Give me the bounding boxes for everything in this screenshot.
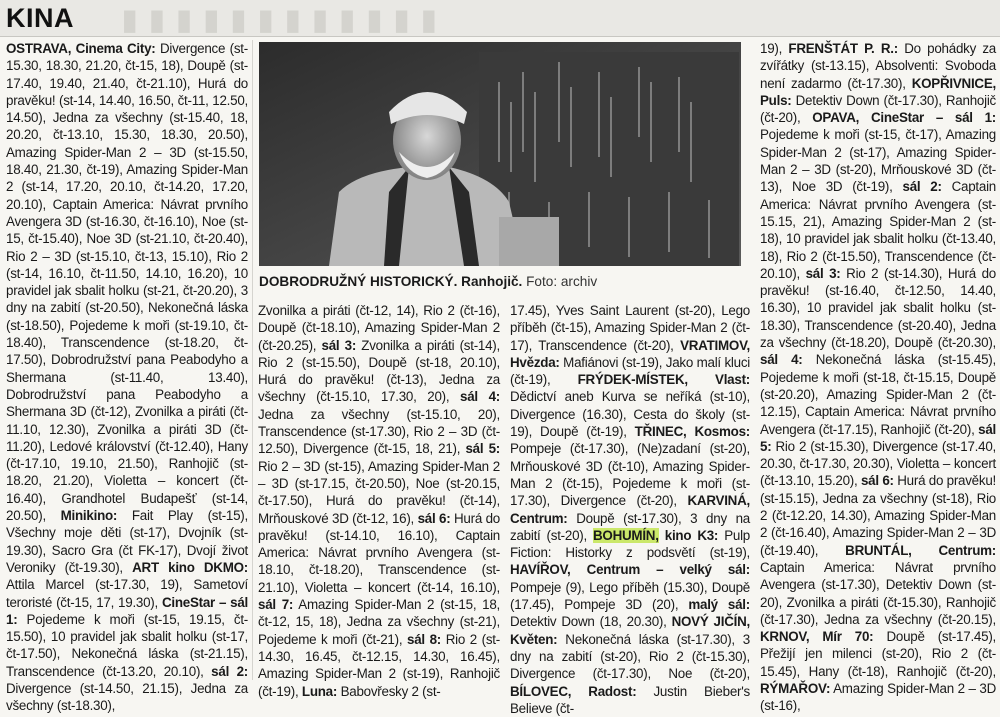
listing-text: Rio 2 (st-15.30), Divergence (st-17.40, 20.30, čt-17.30, 20.30), Violetta – koncert (čt-13.10, 15.20), <box>760 438 996 489</box>
venue-heading: HAVÍŘOV, Centrum – velký sál: <box>510 562 750 578</box>
listing-text: Nekonečná láska (st-15.45), Pojedeme k moři (st-18, čt-15.15, Doupě (st-20.20), Amazing Spider-Man 2 (čt-12.15), Captain America: Návrat prvního Avengera (čt-17.15), Ranhojič (čt-20), <box>760 352 996 437</box>
listing-text: Hurá do pravěku! (st-14.10, 16.10), Captain America: Návrat prvního Avengera (st-18.10, čt-18.20), Transcendence (st-21.10), Violetta – koncert (čt-14, 16.10), <box>258 510 500 595</box>
listing-text: Rio 2 – 3D (st-15), Amazing Spider-Man 2 – 3D (st-17.15, čt-20.50), Noe (st-20.15, čt-17.50), Hurá do pravěku! (čt-14), Mrňouskové 3D (čt-12, 16), <box>258 458 500 526</box>
venue-heading: kino K3: <box>658 527 719 543</box>
listing-text: Dědictví aneb Kurva se neříká (st-10), Divergence (16.30), Cesta do školy (st-19), Doupě (čt-19), <box>510 389 750 440</box>
venue-heading: sál 4: <box>760 352 803 368</box>
venue-heading: sál 5: <box>465 441 500 457</box>
listing-text: Doupě (st-17.45), Přežijí jen milenci (st-20), Rio 2 (čt-15.45), Hany (čt-18), Ranhojič (čt-20), <box>760 629 996 679</box>
venue-heading: sál 4: <box>460 389 500 405</box>
listing-text: Amazing Spider-Man 2 (st-15, 18, čt-12, 15, 18), Jedna za všechny (st-21), Pojedeme k moři (čt-21), <box>258 597 501 647</box>
column-divider <box>252 40 253 680</box>
venue-heading: VRATIMOV, Hvězda: <box>510 337 750 370</box>
venue-heading: sál 2: <box>902 179 942 195</box>
listing-text: Rio 2 (st-14.30, 16.45, čt-12.15, 14.30, 16.45), Amazing Spider-Man 2 (st-19), Ranhojič (čt-19), <box>258 631 500 699</box>
masthead-decoration: ▮ ▮ ▮ ▮ ▮ ▮ ▮ ▮ ▮ ▮ ▮ ▮ <box>122 4 439 35</box>
listing-text: Nekonečná láska (st-17.30), 3 dny na zabití (st-20), Rio 2 (čt-15.30), Divergence (čt-17.30), Noe (čt-20), <box>510 631 750 682</box>
venue-heading: FRENŠTÁT P. R.: <box>788 41 898 56</box>
listing-text: Zvonilka a piráti (čt-12, 14), Rio 2 (čt-16), Doupě (čt-18.10), Amazing Spider-Man 2 (čt-20.25), <box>258 303 500 353</box>
venue-heading: CineStar – sál 1: <box>6 594 248 627</box>
venue-heading: Luna: <box>301 683 338 699</box>
listing-text: Captain America: Návrat prvního Avengera (st-15.15, 21), Amazing Spider-Man 2 (st-18), 10 pravidel jak sbalit holku (čt-13.40, 18), Rio 2 (čt-15.50), Transcendence (čt-20.10), <box>760 179 996 281</box>
listing-text: Babovřesky 2 (st- <box>337 683 441 699</box>
listing-text: Captain America: Návrat prvního Avengera (st-17.30), Detektiv Down (st-20), Zvonilka a piráti (čt-15.30), Ranhojič (čt-17.30), Jedna za všechny (čt-20.15), <box>760 559 996 627</box>
venue-heading: KRNOV, Mír 70: <box>760 629 874 645</box>
listing-text: Attila Marcel (st-17.30, 19), Sametoví teroristé (čt-15, 17, 19.30), <box>6 577 248 610</box>
photo-caption <box>259 273 741 290</box>
venue-heading: sál 3: <box>805 265 841 281</box>
venue-heading: sál 6: <box>860 473 894 489</box>
venue-heading: Minikino: <box>60 508 118 524</box>
news-photo <box>259 42 741 266</box>
listing-text: Do pohádky za zvířátky (st-13.15), Absolventi: Svoboda není zadarmo (čt-17.30), <box>760 41 996 91</box>
listing-text: Zvonilka a piráti (st-14), Rio 2 (st-15.50), Doupě (st-18, 20.10), Hurá do pravěku! (čt-13), Jedna za všechny (čt-15.10, 17.30, 20), <box>258 337 500 405</box>
venue-heading: sál 5: <box>760 421 996 454</box>
venue-heading: KOPŘIVNICE, Puls: <box>760 75 996 108</box>
listing-text: Hurá do pravěku! (st-15.15), Jedna za všechny (st-18), Rio 2 (čt-12.20, 14.30), Amazing Spider-Man 2 (čt-16.40), Amazing Spider-Man 2 – 3D (čt-19.40), <box>760 473 996 558</box>
listing-text: Pompeje (čt-17.30), (Ne)zadaní (st-20), Mrňouskové 3D (čt-10), Amazing Spider-Man 2 (čt-15), Pojedeme k moři (st-17.30), Divergence (čt-20), <box>510 441 750 509</box>
listing-text: Jedna za všechny (st-15.10, 20), Transcendence (st-17.30), Rio 2 – 3D (čt-12.50), Divergence (čt-15, 18, 21), <box>258 406 500 457</box>
section-title: KINA <box>6 3 74 33</box>
venue-heading: sál 3: <box>321 337 357 353</box>
venue-heading: sál 8: <box>407 631 441 647</box>
listing-text: Detektiv Down (18, 20.30), <box>510 614 672 630</box>
photo-credit: Foto: archiv <box>522 274 598 289</box>
listing-text: Doupě (st-17.30), 3 dny na zabití (st-20), <box>510 510 750 543</box>
listing-text: Fait Play (st-15), Všechny moje děti (st-17), Dvojník (st-19.30), Sacro Gra (čt FK-17), Dvojí život Veroniky (čt-19.30), <box>6 508 248 575</box>
listing-text: 17.45), Yves Saint Laurent (st-20), Lego příběh (čt-15), Amazing Spider-Man 2 (čt-17), Transcendence (čt-20), <box>510 303 750 353</box>
caption-headline: DOBRODRUŽNÝ HISTORICKÝ. Ranhojič. <box>259 274 523 289</box>
venue-heading: OSTRAVA, Cinema City: <box>6 41 156 56</box>
listing-text: Rio 2 (st-14.30), Hurá do pravěku! (st-16.40, čt-12.50, 14.40, 16.30), 10 pravidel jak sbalit holku (st-18.30), Transcendence (st-20.40), Jedna za všechny (čt-18.20), Doupě (čt-20.30), <box>760 265 996 351</box>
listing-text: Divergence (st-14.50, 21.15), Jedna za všechny (st-18.30), <box>6 680 248 714</box>
venue-heading: BRUNTÁL, Centrum: <box>845 542 996 558</box>
listing-text: Justin Bieber's Believe (čt- <box>510 683 750 716</box>
photo-image <box>259 42 741 266</box>
venue-heading: sál 6: <box>417 510 451 526</box>
listing-column-1 <box>6 40 248 715</box>
venue-heading: KARVINÁ, Centrum: <box>510 493 750 526</box>
highlighted-venue: BOHUMÍN, <box>593 527 659 543</box>
venue-heading: sál 2: <box>211 663 248 679</box>
venue-heading: FRÝDEK-MÍSTEK, Vlast: <box>577 372 750 388</box>
listing-text: Mafiánovi (st-19), Jako malí kluci (čt-19), <box>510 354 750 388</box>
listing-text: Pulp Fiction: Historky z podsvětí (st-19), <box>510 527 750 561</box>
listing-text: 19), <box>760 41 789 56</box>
listing-column-2 <box>258 302 500 700</box>
listing-column-3 <box>510 302 750 717</box>
listing-text: Divergence (st-15.30, 18.30, 21.20, čt-15, 18), Doupě (st-17.40, 19.40, 21.40, čt-21.10), Hurá do pravěku! (st-14, 14.40, 16.50, čt-11, 12.50, 14.50), Jedna za všechny (st-15.40, 18, 20.20, čt-13.10, 15.30, 18.30, 20.50), Amazing Spider-Man 2 – 3D (st-15.50, 18.40, 21.30, čt-19), Amazing Spider-Man 2 (st-14, 17.20, 20.10, čt-14.20, 17.20, 20.10), Captain America: Návrat prvního Avengera 3D (st-16.30, čt-16.10), Noe (st-15, čt-15.40), Noe 3D (st-21.10, čt-20.40), Rio 2 – 3D (st-15.10, čt-13, 15.10), Rio 2 (st-14, 16.10, čt-11.50, 14.10, 16.20), 10 pravidel jak sbalit holku (st-21, čt-20.20), 3 dny na zabití (st-20.50), Nekonečná láska (st-18.50), Pojedeme k moři (st-19.10, čt-18.40), Transcendence (st-18.20, čt-17.50), Dobrodružství pana Peabodyho a Shermana (st-11.40, 13.40), Dobrodružství pana Peabodyho a Shermana 3D (čt-12), Zvonilka a piráti (čt-11.10, 12.30), Zvonilka a piráti 3D (čt-11.20), Ledové království (čt-12.40), Hany (čt-17.10, 19.10, 21.50), Ranhojič (st-18.20, 21.20), Violetta – koncert (čt-16.40), Grandhotel Budapešť (st-14, 20.50), <box>6 41 248 524</box>
venue-heading: RÝMAŘOV: <box>760 680 831 696</box>
listing-text: Amazing Spider-Man 2 – 3D (st-16), <box>760 680 996 714</box>
listing-text: Detektiv Down (čt-17.30), Ranhojič (čt-20), <box>760 92 996 126</box>
venue-heading: ART kino DKMO: <box>132 559 248 575</box>
venue-heading: OPAVA, CineStar – sál 1: <box>812 110 996 126</box>
listing-text: Pojedeme k moři (st-15, 19.15, čt-15.50), 10 pravidel jak sbalit holku (st-17, čt-17.50), Nekonečná láska (st-21.15), Transcendence (čt-13.20, 20.10), <box>6 611 248 679</box>
section-masthead <box>0 0 1000 37</box>
listing-column-4 <box>760 40 996 715</box>
listing-text: Pompeje (9), Lego příběh (15.30), Doupě (17.45), Pompeje 3D (20), <box>510 579 750 613</box>
listing-text: Pojedeme k moři (st-15, čt-17), Amazing Spider-Man 2 (st-17), Amazing Spider-Man 2 – 3D (st-20), Mrňouskové 3D (čt-13), Noe 3D (čt-19), <box>760 127 996 195</box>
venue-heading: sál 7: <box>258 597 294 613</box>
venue-heading: malý sál: <box>688 597 750 613</box>
venue-heading: TŘINEC, Kosmos: <box>634 424 750 440</box>
venue-heading: BÍLOVEC, Radost: <box>510 683 637 699</box>
venue-heading: NOVÝ JIČÍN, Květen: <box>510 614 750 647</box>
